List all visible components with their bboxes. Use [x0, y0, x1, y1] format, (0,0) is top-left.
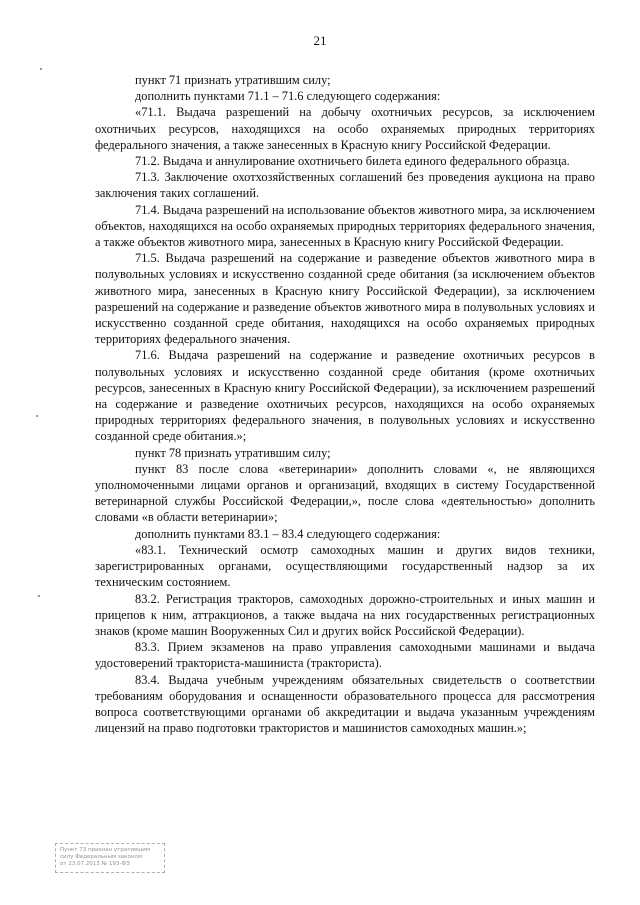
stamp-line: Пункт 73 признан утратившим	[60, 847, 151, 853]
registration-stamp	[55, 843, 165, 873]
scan-speck	[38, 595, 40, 597]
paragraph: пункт 83 после слова «ветеринарии» дополнить словами «, не являющихся уполномоченными лицами органов и организаций, входящих в систему Государственной ветеринарной службы Российской Федерации,», после слова «деятельностью» дополнить словами «в области ветеринарии»;	[95, 461, 595, 525]
paragraph: 83.2. Регистрация тракторов, самоходных дорожно-строительных и иных машин и прицепов к ним, аттракционов, а также выдача на них государственных регистрационных знаков (кроме машин Вооруженных Сил и других войск Российской Федерации).	[95, 591, 595, 638]
paragraph: 83.3. Прием экзаменов на право управления самоходными машинами и выдача удостоверений тракториста-машиниста (тракториста).	[95, 640, 595, 671]
scan-speck	[40, 68, 42, 70]
stamp-line: силу Федеральным законом	[60, 854, 142, 860]
paragraph: 71.4. Выдача разрешений на использование объектов животного мира, за исключением объектов, находящихся на особо охраняемых природных территориях федерального значения, а также объектов животного мира, занесенных в Красную книгу Российской Федерации.	[95, 202, 595, 250]
paragraph: пункт 78 признать утратившим силу;	[135, 445, 331, 460]
paragraph: 71.3. Заключение охотхозяйственных соглашений без проведения аукциона на право заключения таких соглашений.	[95, 170, 595, 201]
paragraph: 83.4. Выдача учебным учреждениям обязательных свидетельств о соответствии требованиям оборудования и оснащенности образовательного процесса для рассмотрения вопроса соответствующими органами об аккредитации и выдача указанным учреждениям лицензий на право подготовки трактористов и машинистов самоходных машин.»;	[95, 672, 595, 736]
paragraph: пункт 71 признать утратившим силу;	[135, 73, 331, 87]
paragraph: «83.1. Технический осмотр самоходных машин и других видов техники, зарегистрированных органами, осуществляющими государственный надзор за их техническим состоянием.	[95, 542, 595, 590]
paragraph: «71.1. Выдача разрешений на добычу охотничьих ресурсов, за исключением охотничьих ресурсов, находящихся на особо охраняемых природных территориях федерального значения, а также занесенных в Красную книгу Российской Федерации.	[95, 105, 595, 152]
paragraph: дополнить пунктами 71.1 – 71.6 следующего содержания:	[135, 89, 441, 104]
paragraph: 71.6. Выдача разрешений на содержание и разведение охотничьих ресурсов в полувольных условиях и искусственно созданной среде обитания (кроме охотничьих ресурсов, занесенных в Красную книгу Российской Федерации), за исключением разрешений на содержание и разведение охотничьих ресурсов, находящихся на особо охраняемых природных территориях федерального значения, в полувольных условиях и искусственно созданной среде обитания.»;	[95, 348, 595, 444]
paragraph: 71.2. Выдача и аннулирование охотничьего билета единого федерального образца.	[135, 154, 570, 169]
paragraph: дополнить пунктами 83.1 – 83.4 следующего содержания:	[135, 526, 441, 541]
paragraph: 71.5. Выдача разрешений на содержание и разведение объектов животного мира в полувольных условиях и искусственно созданной среде обитания (за исключением объектов животного мира, занесенных в Красную книгу Российской Федерации), за исключением разрешений на содержание и разведение объектов животного мира в полувольных условиях и искусственно созданной среде обитания, находящихся на особо охраняемых природных территориях федерального значения.	[95, 251, 595, 347]
stamp-line: от 23.07.2013 № 193-ФЗ	[60, 861, 130, 867]
document-body	[95, 72, 595, 736]
scan-speck	[36, 415, 38, 417]
page-number: 21	[313, 33, 327, 48]
